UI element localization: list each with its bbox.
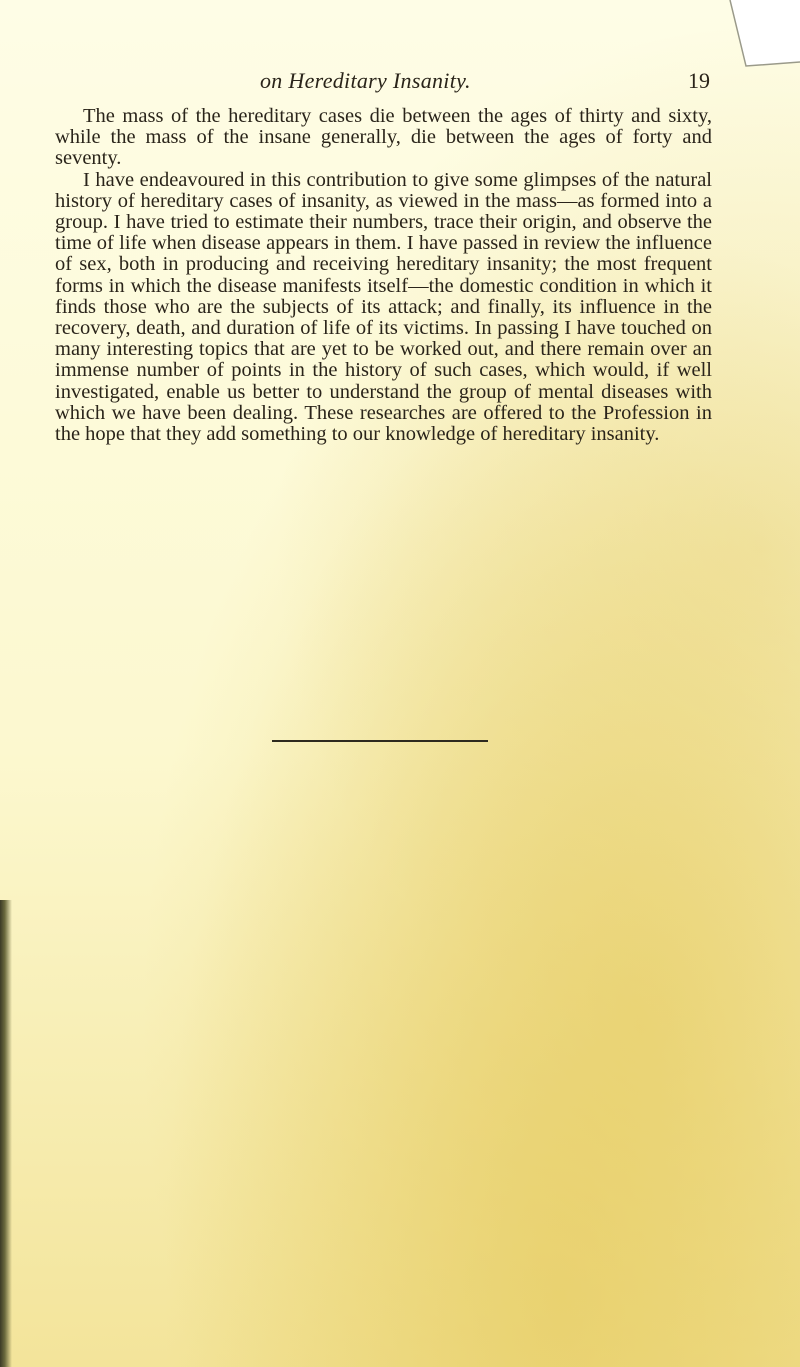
paragraph: The mass of the hereditary cases die between the ages of thirty and sixty, while the mass of the insane generally, die between the ages of forty and seventy.	[55, 105, 712, 170]
page-edge-shadow	[0, 900, 12, 1367]
horizontal-rule	[272, 740, 488, 742]
running-title: on Hereditary Insanity.	[260, 68, 471, 93]
paragraph: I have endeavoured in this contribution to give some glimpses of the natural history of hereditary cases of insanity, as viewed in the mass—as formed into a group. I have tried to estimate their numbers, trace their origin, and observe the time of life when disease appears in them. I have passed in review the influence of sex, both in producing and receiving hereditary insanity; the most frequent forms in which the disease manifests itself—the domestic condition in which it finds those who are the subjects of its attack; and finally, its influence in the recovery, death, and duration of life of its victims. In passing I have touched on many interesting topics that are yet to be worked out, and there remain over an immense number of points in the history of such cases, which would, if well investigated, enable us better to understand the group of mental diseases with which we have been dealing. These researches are offered to the Profession in the hope that they add something to our knowledge of hereditary insanity.	[55, 168, 712, 446]
running-head	[60, 68, 710, 98]
page-number: 19	[688, 68, 710, 93]
body-text	[55, 106, 712, 445]
folded-corner	[710, 0, 800, 70]
